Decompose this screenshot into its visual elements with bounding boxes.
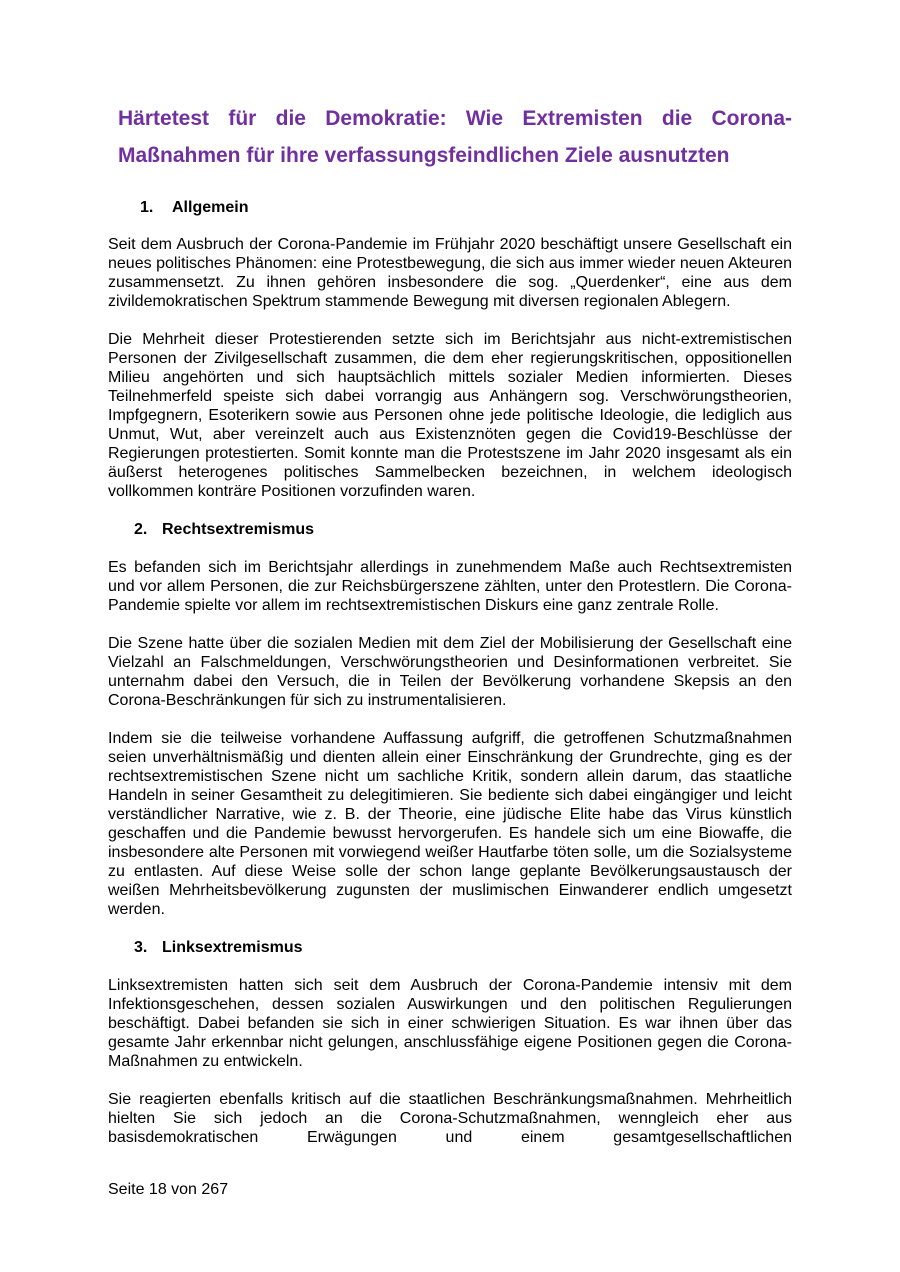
page-number: Seite 18 von 267 bbox=[108, 1181, 229, 1198]
document-title: Härtetest für die Demokratie: Wie Extremisten die Corona-Maßnahmen für ihre verfassungsfeindlichen Ziele ausnutzten bbox=[118, 107, 792, 167]
paragraph: Seit dem Ausbruch der Corona-Pandemie im Frühjahr 2020 beschäftigt unsere Gesellschaft ein neues politisches Phänomen: eine Protestbewegung, die sich aus immer wieder neuen Akteuren zusammensetzt. Zu ihnen gehören insbesondere die sog. „Querdenker“, eine aus dem zivildemokratischen Spektrum stammende Bewegung mit diversen regionalen Ablegern. bbox=[108, 236, 792, 310]
paragraph: Indem sie die teilweise vorhandene Auffassung aufgriff, die getroffenen Schutzmaßnahmen seien unverhältnismäßig und dienten allein einer Einschränkung der Grundrechte, ging es der rechtsextremistischen Szene nicht um sachliche Kritik, sondern allein darum, das staatliche Handeln in seiner Gesamtheit zu delegitimieren. Sie bediente sich dabei eingängiger und leicht verständlicher Narrative, wie z. B. der Theorie, eine jüdische Elite habe das Virus künstlich geschaffen und die Pandemie bewusst hervorgerufen. Es handele sich um eine Biowaffe, die insbesondere alte Personen mit vorwiegend weißer Hautfarbe töten solle, um die Sozialsysteme zu entlasten. Auf diese Weise solle der schon lange geplante Bevölkerungsaustausch der weißen Mehrheitsbevölkerung zugunsten der muslimischen Einwanderer endlich umgesetzt werden. bbox=[108, 730, 792, 918]
section-linksextremismus bbox=[108, 938, 792, 1147]
document-page bbox=[108, 100, 792, 1147]
section-heading bbox=[108, 198, 792, 218]
section-number: 3. bbox=[134, 939, 148, 956]
paragraph: Die Mehrheit dieser Protestierenden setzte sich im Berichtsjahr aus nicht-extremistischen Personen der Zivilgesellschaft zusammen, die dem eher regierungskritischen, oppositionellen Milieu angehörten und sich hauptsächlich mittels sozialer Medien informierten. Dieses Teilnehmerfeld speiste sich dabei vorrangig aus Anhängern sog. Verschwörungstheorien, Impfgegnern, Esoterikern sowie aus Personen ohne jede politische Ideologie, die lediglich aus Unmut, Wut, aber vereinzelt auch aus Existenznöten gegen die Covid19-Beschlüsse der Regierungen protestierten. Somit konnte man die Protestszene im Jahr 2020 insgesamt als ein äußerst heterogenes politisches Sammelbecken bezeichnen, in welchem ideologisch vollkommen konträre Positionen vorzufinden waren. bbox=[108, 331, 792, 500]
section-heading bbox=[108, 520, 792, 540]
section-number: 2. bbox=[134, 521, 148, 538]
section-title: Linksextremismus bbox=[162, 939, 303, 956]
section-heading bbox=[108, 938, 792, 958]
section-rechtsextremismus bbox=[108, 520, 792, 919]
section-number: 1. bbox=[140, 199, 154, 216]
section-allgemein bbox=[108, 198, 792, 501]
section-title: Rechtsextremismus bbox=[162, 521, 315, 538]
paragraph: Linksextremisten hatten sich seit dem Ausbruch der Corona-Pandemie intensiv mit dem Infektionsgeschehen, dessen sozialen Auswirkungen und den politischen Regulierungen beschäftigt. Dabei befanden sie sich in einer schwierigen Situation. Es war ihnen über das gesamte Jahr erkennbar nicht gelungen, anschlussfähige eigene Positionen gegen die Corona-Maßnahmen zu entwickeln. bbox=[108, 977, 792, 1070]
paragraph: Sie reagierten ebenfalls kritisch auf die staatlichen Beschränkungsmaßnahmen. Mehrheitlich hielten Sie sich jedoch an die Corona-Schutzmaßnahmen, wenngleich eher aus basisdemokratischen Erwägungen und einem gesamtgesellschaftlichen bbox=[108, 1091, 792, 1146]
section-title: Allgemein bbox=[172, 199, 249, 216]
paragraph: Es befanden sich im Berichtsjahr allerdings in zunehmendem Maße auch Rechtsextremisten und vor allem Personen, die zur Reichsbürgerszene zählten, unter den Protestlern. Die Corona-Pandemie spielte vor allem im rechtsextremistischen Diskurs eine ganz zentrale Rolle. bbox=[108, 559, 792, 614]
paragraph: Die Szene hatte über die sozialen Medien mit dem Ziel der Mobilisierung der Gesellschaft eine Vielzahl an Falschmeldungen, Verschwörungstheorien und Desinformationen verbreitet. Sie unternahm dabei den Versuch, die in Teilen der Bevölkerung vorhandene Skepsis an den Corona-Beschränkungen für sich zu instrumentalisieren. bbox=[108, 635, 792, 709]
